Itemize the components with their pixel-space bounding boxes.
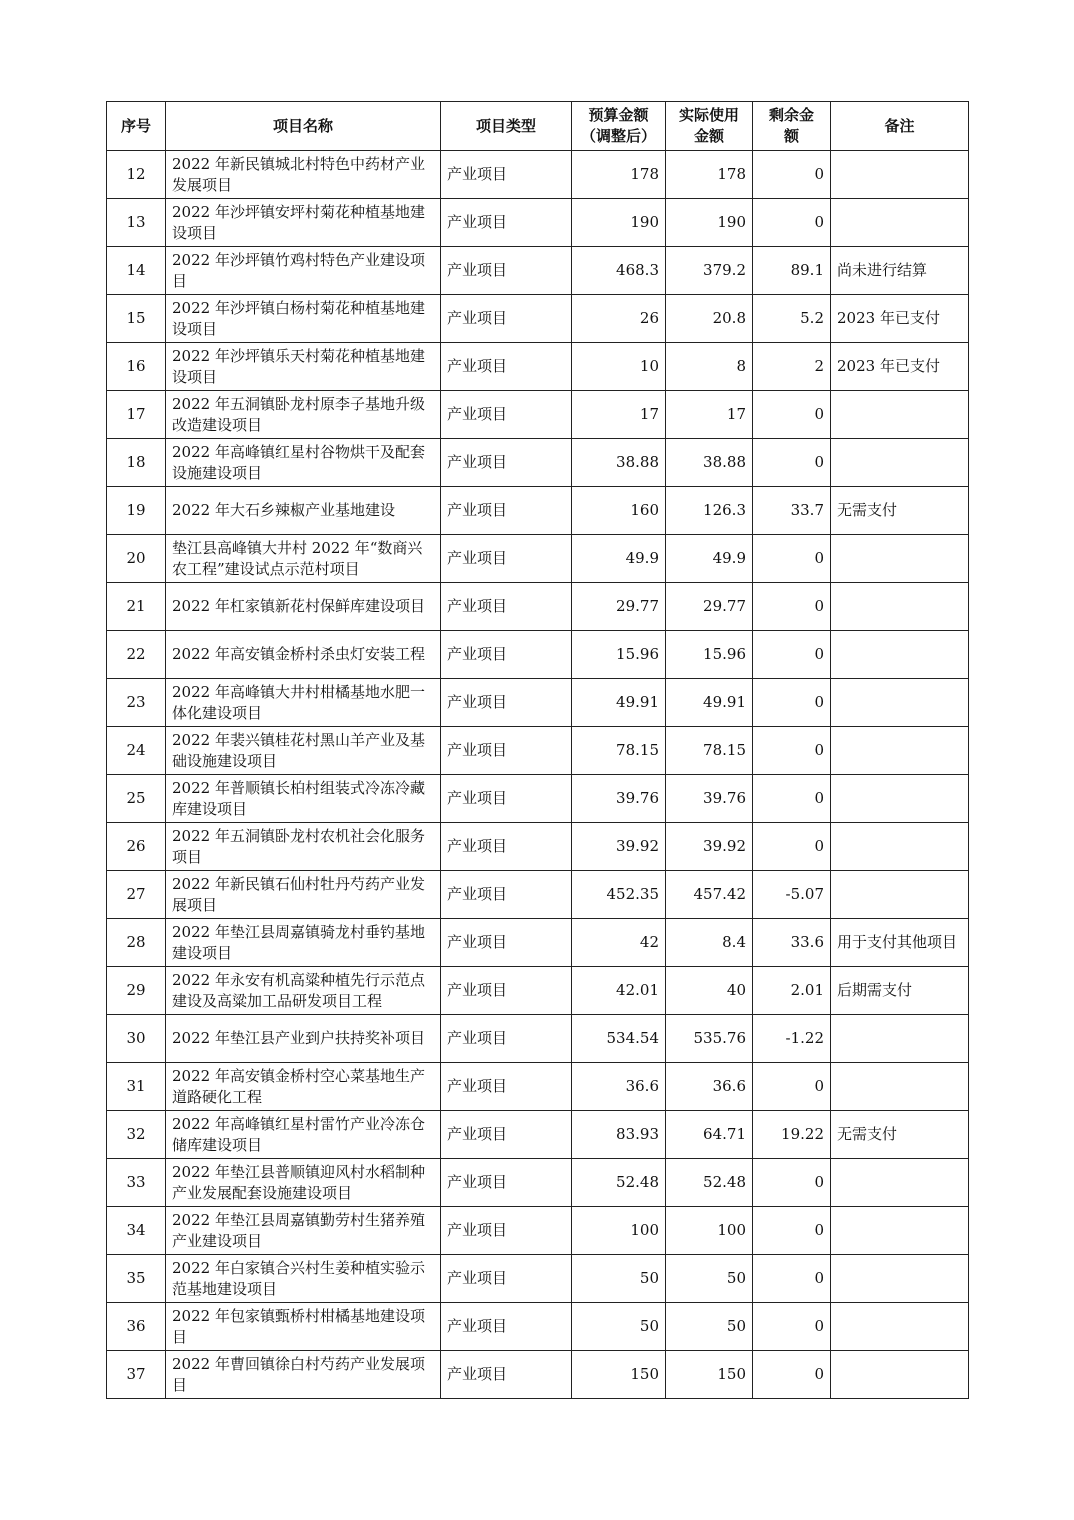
cell-index: 26 bbox=[107, 823, 166, 871]
table-row bbox=[107, 343, 969, 391]
cell-note bbox=[831, 1207, 969, 1255]
header-actual-line2: 金额 bbox=[693, 127, 724, 145]
cell-project-type: 产业项目 bbox=[441, 199, 572, 247]
table-row bbox=[107, 1255, 969, 1303]
cell-budget: 452.35 bbox=[572, 871, 666, 919]
cell-actual: 150 bbox=[666, 1351, 753, 1399]
cell-actual: 64.71 bbox=[666, 1111, 753, 1159]
cell-actual: 457.42 bbox=[666, 871, 753, 919]
cell-note bbox=[831, 391, 969, 439]
project-funds-table bbox=[106, 101, 969, 1399]
cell-index: 27 bbox=[107, 871, 166, 919]
cell-project-type: 产业项目 bbox=[441, 631, 572, 679]
cell-project-type: 产业项目 bbox=[441, 775, 572, 823]
cell-remaining: 0 bbox=[753, 151, 831, 199]
cell-remaining: 0 bbox=[753, 1063, 831, 1111]
cell-index: 34 bbox=[107, 1207, 166, 1255]
cell-actual: 29.77 bbox=[666, 583, 753, 631]
cell-index: 16 bbox=[107, 343, 166, 391]
cell-actual: 49.91 bbox=[666, 679, 753, 727]
cell-project-type: 产业项目 bbox=[441, 583, 572, 631]
cell-project-name: 2022 年五洞镇卧龙村农机社会化服务项目 bbox=[166, 823, 441, 871]
cell-project-type: 产业项目 bbox=[441, 1303, 572, 1351]
cell-index: 30 bbox=[107, 1015, 166, 1063]
table-row bbox=[107, 295, 969, 343]
cell-actual: 379.2 bbox=[666, 247, 753, 295]
cell-index: 28 bbox=[107, 919, 166, 967]
cell-project-name: 2022 年高安镇金桥村杀虫灯安装工程 bbox=[166, 631, 441, 679]
cell-note bbox=[831, 439, 969, 487]
cell-remaining: 0 bbox=[753, 679, 831, 727]
cell-note bbox=[831, 535, 969, 583]
cell-project-type: 产业项目 bbox=[441, 1255, 572, 1303]
cell-project-name: 2022 年垫江县产业到户扶持奖补项目 bbox=[166, 1015, 441, 1063]
cell-actual: 17 bbox=[666, 391, 753, 439]
cell-actual: 78.15 bbox=[666, 727, 753, 775]
cell-project-name: 2022 年垫江县普顺镇迎风村水稻制种产业发展配套设施建设项目 bbox=[166, 1159, 441, 1207]
cell-project-type: 产业项目 bbox=[441, 535, 572, 583]
header-budget-line1: 预算金额 bbox=[588, 106, 649, 124]
cell-project-name: 2022 年高峰镇红星村谷物烘干及配套设施建设项目 bbox=[166, 439, 441, 487]
header-budget-line2: （调整后） bbox=[580, 127, 656, 145]
cell-remaining: 0 bbox=[753, 1207, 831, 1255]
cell-actual: 178 bbox=[666, 151, 753, 199]
cell-remaining: 2 bbox=[753, 343, 831, 391]
header-index: 序号 bbox=[107, 102, 166, 151]
table-row bbox=[107, 247, 969, 295]
cell-project-type: 产业项目 bbox=[441, 1015, 572, 1063]
cell-budget: 50 bbox=[572, 1255, 666, 1303]
cell-project-name: 2022 年垫江县周嘉镇勤劳村生猪养殖产业建设项目 bbox=[166, 1207, 441, 1255]
cell-remaining: 0 bbox=[753, 199, 831, 247]
cell-budget: 38.88 bbox=[572, 439, 666, 487]
header-type: 项目类型 bbox=[441, 102, 572, 151]
cell-project-name: 2022 年曹回镇徐白村芍药产业发展项目 bbox=[166, 1351, 441, 1399]
cell-project-type: 产业项目 bbox=[441, 1351, 572, 1399]
cell-project-type: 产业项目 bbox=[441, 295, 572, 343]
cell-note: 无需支付 bbox=[831, 487, 969, 535]
table-row bbox=[107, 967, 969, 1015]
cell-project-type: 产业项目 bbox=[441, 1063, 572, 1111]
cell-actual: 50 bbox=[666, 1255, 753, 1303]
table-row bbox=[107, 871, 969, 919]
cell-remaining: 2.01 bbox=[753, 967, 831, 1015]
table-row bbox=[107, 727, 969, 775]
cell-note bbox=[831, 679, 969, 727]
cell-actual: 100 bbox=[666, 1207, 753, 1255]
cell-project-type: 产业项目 bbox=[441, 247, 572, 295]
table-row bbox=[107, 487, 969, 535]
cell-project-name: 2022 年沙坪镇乐天村菊花种植基地建设项目 bbox=[166, 343, 441, 391]
cell-project-name: 垫江县高峰镇大井村 2022 年“数商兴农工程”建设试点示范村项目 bbox=[166, 535, 441, 583]
cell-budget: 52.48 bbox=[572, 1159, 666, 1207]
cell-project-name: 2022 年大石乡辣椒产业基地建设 bbox=[166, 487, 441, 535]
cell-project-name: 2022 年沙坪镇安坪村菊花种植基地建设项目 bbox=[166, 199, 441, 247]
cell-project-type: 产业项目 bbox=[441, 967, 572, 1015]
cell-project-name: 2022 年高安镇金桥村空心菜基地生产道路硬化工程 bbox=[166, 1063, 441, 1111]
cell-index: 32 bbox=[107, 1111, 166, 1159]
cell-budget: 190 bbox=[572, 199, 666, 247]
cell-remaining: -5.07 bbox=[753, 871, 831, 919]
cell-budget: 100 bbox=[572, 1207, 666, 1255]
header-actual-line1: 实际使用 bbox=[678, 106, 739, 124]
header-actual bbox=[666, 102, 753, 151]
cell-index: 15 bbox=[107, 295, 166, 343]
table-row bbox=[107, 199, 969, 247]
cell-note bbox=[831, 151, 969, 199]
cell-project-name: 2022 年高峰镇大井村柑橘基地水肥一体化建设项目 bbox=[166, 679, 441, 727]
cell-project-type: 产业项目 bbox=[441, 727, 572, 775]
cell-budget: 160 bbox=[572, 487, 666, 535]
cell-budget: 50 bbox=[572, 1303, 666, 1351]
cell-project-name: 2022 年垫江县周嘉镇骑龙村垂钓基地建设项目 bbox=[166, 919, 441, 967]
cell-budget: 10 bbox=[572, 343, 666, 391]
header-budget bbox=[572, 102, 666, 151]
cell-budget: 49.91 bbox=[572, 679, 666, 727]
cell-budget: 150 bbox=[572, 1351, 666, 1399]
cell-remaining: 0 bbox=[753, 1303, 831, 1351]
cell-project-type: 产业项目 bbox=[441, 823, 572, 871]
cell-budget: 17 bbox=[572, 391, 666, 439]
cell-index: 12 bbox=[107, 151, 166, 199]
cell-note bbox=[831, 1015, 969, 1063]
cell-project-name: 2022 年普顺镇长柏村组装式冷冻冷藏库建设项目 bbox=[166, 775, 441, 823]
cell-actual: 49.9 bbox=[666, 535, 753, 583]
cell-project-type: 产业项目 bbox=[441, 439, 572, 487]
cell-index: 13 bbox=[107, 199, 166, 247]
cell-remaining: 0 bbox=[753, 823, 831, 871]
cell-note bbox=[831, 631, 969, 679]
cell-index: 23 bbox=[107, 679, 166, 727]
cell-note bbox=[831, 199, 969, 247]
header-remaining bbox=[753, 102, 831, 151]
cell-note bbox=[831, 1351, 969, 1399]
cell-note bbox=[831, 1159, 969, 1207]
cell-actual: 8 bbox=[666, 343, 753, 391]
header-name: 项目名称 bbox=[166, 102, 441, 151]
cell-remaining: 19.22 bbox=[753, 1111, 831, 1159]
cell-note: 用于支付其他项目 bbox=[831, 919, 969, 967]
cell-index: 24 bbox=[107, 727, 166, 775]
cell-project-name: 2022 年新民镇城北村特色中药材产业发展项目 bbox=[166, 151, 441, 199]
cell-budget: 178 bbox=[572, 151, 666, 199]
cell-actual: 8.4 bbox=[666, 919, 753, 967]
header-remaining-line2: 额 bbox=[783, 127, 799, 145]
cell-note bbox=[831, 727, 969, 775]
cell-remaining: 89.1 bbox=[753, 247, 831, 295]
cell-remaining: 5.2 bbox=[753, 295, 831, 343]
cell-index: 18 bbox=[107, 439, 166, 487]
cell-index: 35 bbox=[107, 1255, 166, 1303]
cell-note bbox=[831, 1303, 969, 1351]
cell-project-name: 2022 年五洞镇卧龙村原李子基地升级改造建设项目 bbox=[166, 391, 441, 439]
cell-project-type: 产业项目 bbox=[441, 871, 572, 919]
cell-remaining: 0 bbox=[753, 631, 831, 679]
cell-remaining: -1.22 bbox=[753, 1015, 831, 1063]
header-remaining-line1: 剩余金 bbox=[768, 106, 814, 124]
header-note: 备注 bbox=[831, 102, 969, 151]
table-row bbox=[107, 1015, 969, 1063]
cell-index: 33 bbox=[107, 1159, 166, 1207]
cell-remaining: 0 bbox=[753, 1351, 831, 1399]
table-row bbox=[107, 631, 969, 679]
cell-project-type: 产业项目 bbox=[441, 487, 572, 535]
cell-index: 31 bbox=[107, 1063, 166, 1111]
cell-note: 尚未进行结算 bbox=[831, 247, 969, 295]
cell-note bbox=[831, 871, 969, 919]
cell-project-type: 产业项目 bbox=[441, 1207, 572, 1255]
cell-project-name: 2022 年高峰镇红星村雷竹产业冷冻仓储库建设项目 bbox=[166, 1111, 441, 1159]
cell-remaining: 0 bbox=[753, 1255, 831, 1303]
cell-actual: 38.88 bbox=[666, 439, 753, 487]
cell-index: 20 bbox=[107, 535, 166, 583]
cell-actual: 36.6 bbox=[666, 1063, 753, 1111]
cell-note bbox=[831, 775, 969, 823]
table-row bbox=[107, 1111, 969, 1159]
table-row bbox=[107, 1303, 969, 1351]
cell-note: 后期需支付 bbox=[831, 967, 969, 1015]
cell-actual: 15.96 bbox=[666, 631, 753, 679]
cell-project-name: 2022 年裴兴镇桂花村黑山羊产业及基础设施建设项目 bbox=[166, 727, 441, 775]
cell-note bbox=[831, 1255, 969, 1303]
cell-project-name: 2022 年沙坪镇白杨村菊花种植基地建设项目 bbox=[166, 295, 441, 343]
table-row bbox=[107, 775, 969, 823]
cell-budget: 29.77 bbox=[572, 583, 666, 631]
cell-remaining: 0 bbox=[753, 391, 831, 439]
cell-note bbox=[831, 1063, 969, 1111]
cell-actual: 39.76 bbox=[666, 775, 753, 823]
table-row bbox=[107, 1159, 969, 1207]
table-row bbox=[107, 439, 969, 487]
table-row bbox=[107, 1207, 969, 1255]
cell-budget: 36.6 bbox=[572, 1063, 666, 1111]
cell-project-type: 产业项目 bbox=[441, 1111, 572, 1159]
cell-budget: 83.93 bbox=[572, 1111, 666, 1159]
cell-budget: 39.92 bbox=[572, 823, 666, 871]
cell-remaining: 0 bbox=[753, 1159, 831, 1207]
cell-actual: 535.76 bbox=[666, 1015, 753, 1063]
cell-actual: 50 bbox=[666, 1303, 753, 1351]
cell-remaining: 0 bbox=[753, 439, 831, 487]
cell-actual: 190 bbox=[666, 199, 753, 247]
cell-note bbox=[831, 823, 969, 871]
cell-index: 25 bbox=[107, 775, 166, 823]
cell-project-name: 2022 年包家镇甄桥村柑橘基地建设项目 bbox=[166, 1303, 441, 1351]
cell-index: 21 bbox=[107, 583, 166, 631]
cell-budget: 42 bbox=[572, 919, 666, 967]
cell-project-type: 产业项目 bbox=[441, 919, 572, 967]
cell-index: 37 bbox=[107, 1351, 166, 1399]
table-row bbox=[107, 151, 969, 199]
table-row bbox=[107, 535, 969, 583]
cell-index: 36 bbox=[107, 1303, 166, 1351]
cell-remaining: 0 bbox=[753, 775, 831, 823]
cell-project-name: 2022 年杠家镇新花村保鲜库建设项目 bbox=[166, 583, 441, 631]
cell-budget: 39.76 bbox=[572, 775, 666, 823]
cell-project-name: 2022 年沙坪镇竹鸡村特色产业建设项目 bbox=[166, 247, 441, 295]
cell-actual: 39.92 bbox=[666, 823, 753, 871]
cell-actual: 126.3 bbox=[666, 487, 753, 535]
cell-budget: 78.15 bbox=[572, 727, 666, 775]
cell-remaining: 0 bbox=[753, 535, 831, 583]
cell-note: 2023 年已支付 bbox=[831, 343, 969, 391]
table-row bbox=[107, 1063, 969, 1111]
table-row bbox=[107, 583, 969, 631]
cell-remaining: 0 bbox=[753, 583, 831, 631]
cell-index: 17 bbox=[107, 391, 166, 439]
cell-actual: 40 bbox=[666, 967, 753, 1015]
cell-budget: 26 bbox=[572, 295, 666, 343]
table-row bbox=[107, 1351, 969, 1399]
cell-project-name: 2022 年白家镇合兴村生姜种植实验示范基地建设项目 bbox=[166, 1255, 441, 1303]
cell-project-name: 2022 年永安有机高粱种植先行示范点建设及高粱加工品研发项目工程 bbox=[166, 967, 441, 1015]
cell-budget: 49.9 bbox=[572, 535, 666, 583]
cell-note: 2023 年已支付 bbox=[831, 295, 969, 343]
cell-index: 29 bbox=[107, 967, 166, 1015]
cell-budget: 42.01 bbox=[572, 967, 666, 1015]
cell-budget: 534.54 bbox=[572, 1015, 666, 1063]
cell-index: 19 bbox=[107, 487, 166, 535]
cell-note bbox=[831, 583, 969, 631]
cell-remaining: 0 bbox=[753, 727, 831, 775]
cell-remaining: 33.6 bbox=[753, 919, 831, 967]
cell-project-name: 2022 年新民镇石仙村牡丹芍药产业发展项目 bbox=[166, 871, 441, 919]
table-header-row bbox=[107, 102, 969, 151]
cell-index: 22 bbox=[107, 631, 166, 679]
cell-note: 无需支付 bbox=[831, 1111, 969, 1159]
table-row bbox=[107, 919, 969, 967]
cell-index: 14 bbox=[107, 247, 166, 295]
cell-project-type: 产业项目 bbox=[441, 679, 572, 727]
table-row bbox=[107, 823, 969, 871]
cell-project-type: 产业项目 bbox=[441, 151, 572, 199]
cell-actual: 20.8 bbox=[666, 295, 753, 343]
cell-project-type: 产业项目 bbox=[441, 391, 572, 439]
table-row bbox=[107, 679, 969, 727]
cell-budget: 468.3 bbox=[572, 247, 666, 295]
cell-budget: 15.96 bbox=[572, 631, 666, 679]
cell-actual: 52.48 bbox=[666, 1159, 753, 1207]
cell-project-type: 产业项目 bbox=[441, 343, 572, 391]
table-row bbox=[107, 391, 969, 439]
table-body bbox=[107, 151, 969, 1399]
cell-project-type: 产业项目 bbox=[441, 1159, 572, 1207]
cell-remaining: 33.7 bbox=[753, 487, 831, 535]
